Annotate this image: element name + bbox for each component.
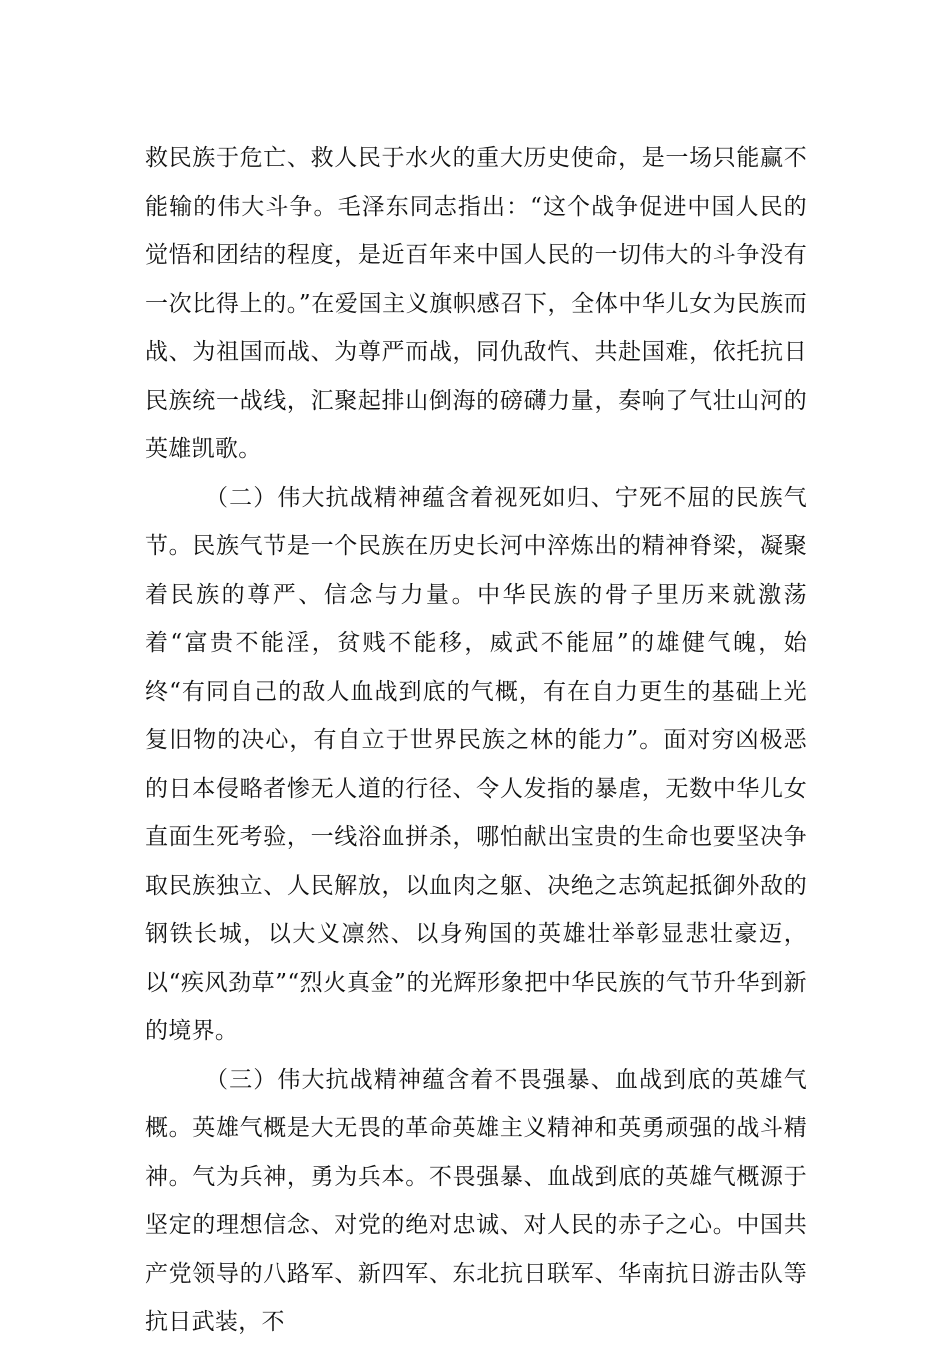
paragraph-continuation: 救民族于危亡、救人民于水火的重大历史使命，是一场只能赢不能输的伟大斗争。毛泽东同志指出：“这个战争促进中国人民的觉悟和团结的程度，是近百年来中国人民的一切伟大的斗争没有一次比得上的。”在爱国主义旗帜感召下，全体中华儿女为民族而战、为祖国而战、为尊严而战，同仇敌忾、共赴国难，依托抗日民族统一战线，汇聚起排山倒海的磅礴力量，奏响了气壮山河的英雄凯歌。: [145, 145, 807, 462]
paragraph-heroic-spirit: （三）伟大抗战精神蕴含着不畏强暴、血战到底的英雄气概。英雄气概是大无畏的革命英雄主义精神和英勇顽强的战斗精神。气为兵神，勇为兵本。不畏强暴、血战到底的英雄气概源于坚定的理想信念、对党的绝对忠诚、对人民的赤子之心。中国共产党领导的八路军、新四军、东北抗日联军、华南抗日游击队等抗日武装，不: [145, 1066, 807, 1335]
paragraph-national-integrity: （二）伟大抗战精神蕴含着视死如归、宁死不屈的民族气节。民族气节是一个民族在历史长河中淬炼出的精神脊梁，凝聚着民族的尊严、信念与力量。中华民族的骨子里历来就激荡着“富贵不能淫，贫贱不能移，威武不能屈”的雄健气魄，始终“有同自己的敌人血战到底的气概，有在自力更生的基础上光复旧物的决心，有自立于世界民族之林的能力”。面对穷凶极恶的日本侵略者惨无人道的行径、令人发指的暴虐，无数中华儿女直面生死考验，一线浴血拼杀，哪怕献出宝贵的生命也要坚决争取民族独立、人民解放，以血肉之躯、决绝之志筑起抵御外敌的钢铁长城，以大义凛然、以身殉国的英雄壮举彰显悲壮豪迈，以“疾风劲草”“烈火真金”的光辉形象把中华民族的气节升华到新的境界。: [145, 484, 807, 1044]
body-text: [145, 134, 807, 1347]
